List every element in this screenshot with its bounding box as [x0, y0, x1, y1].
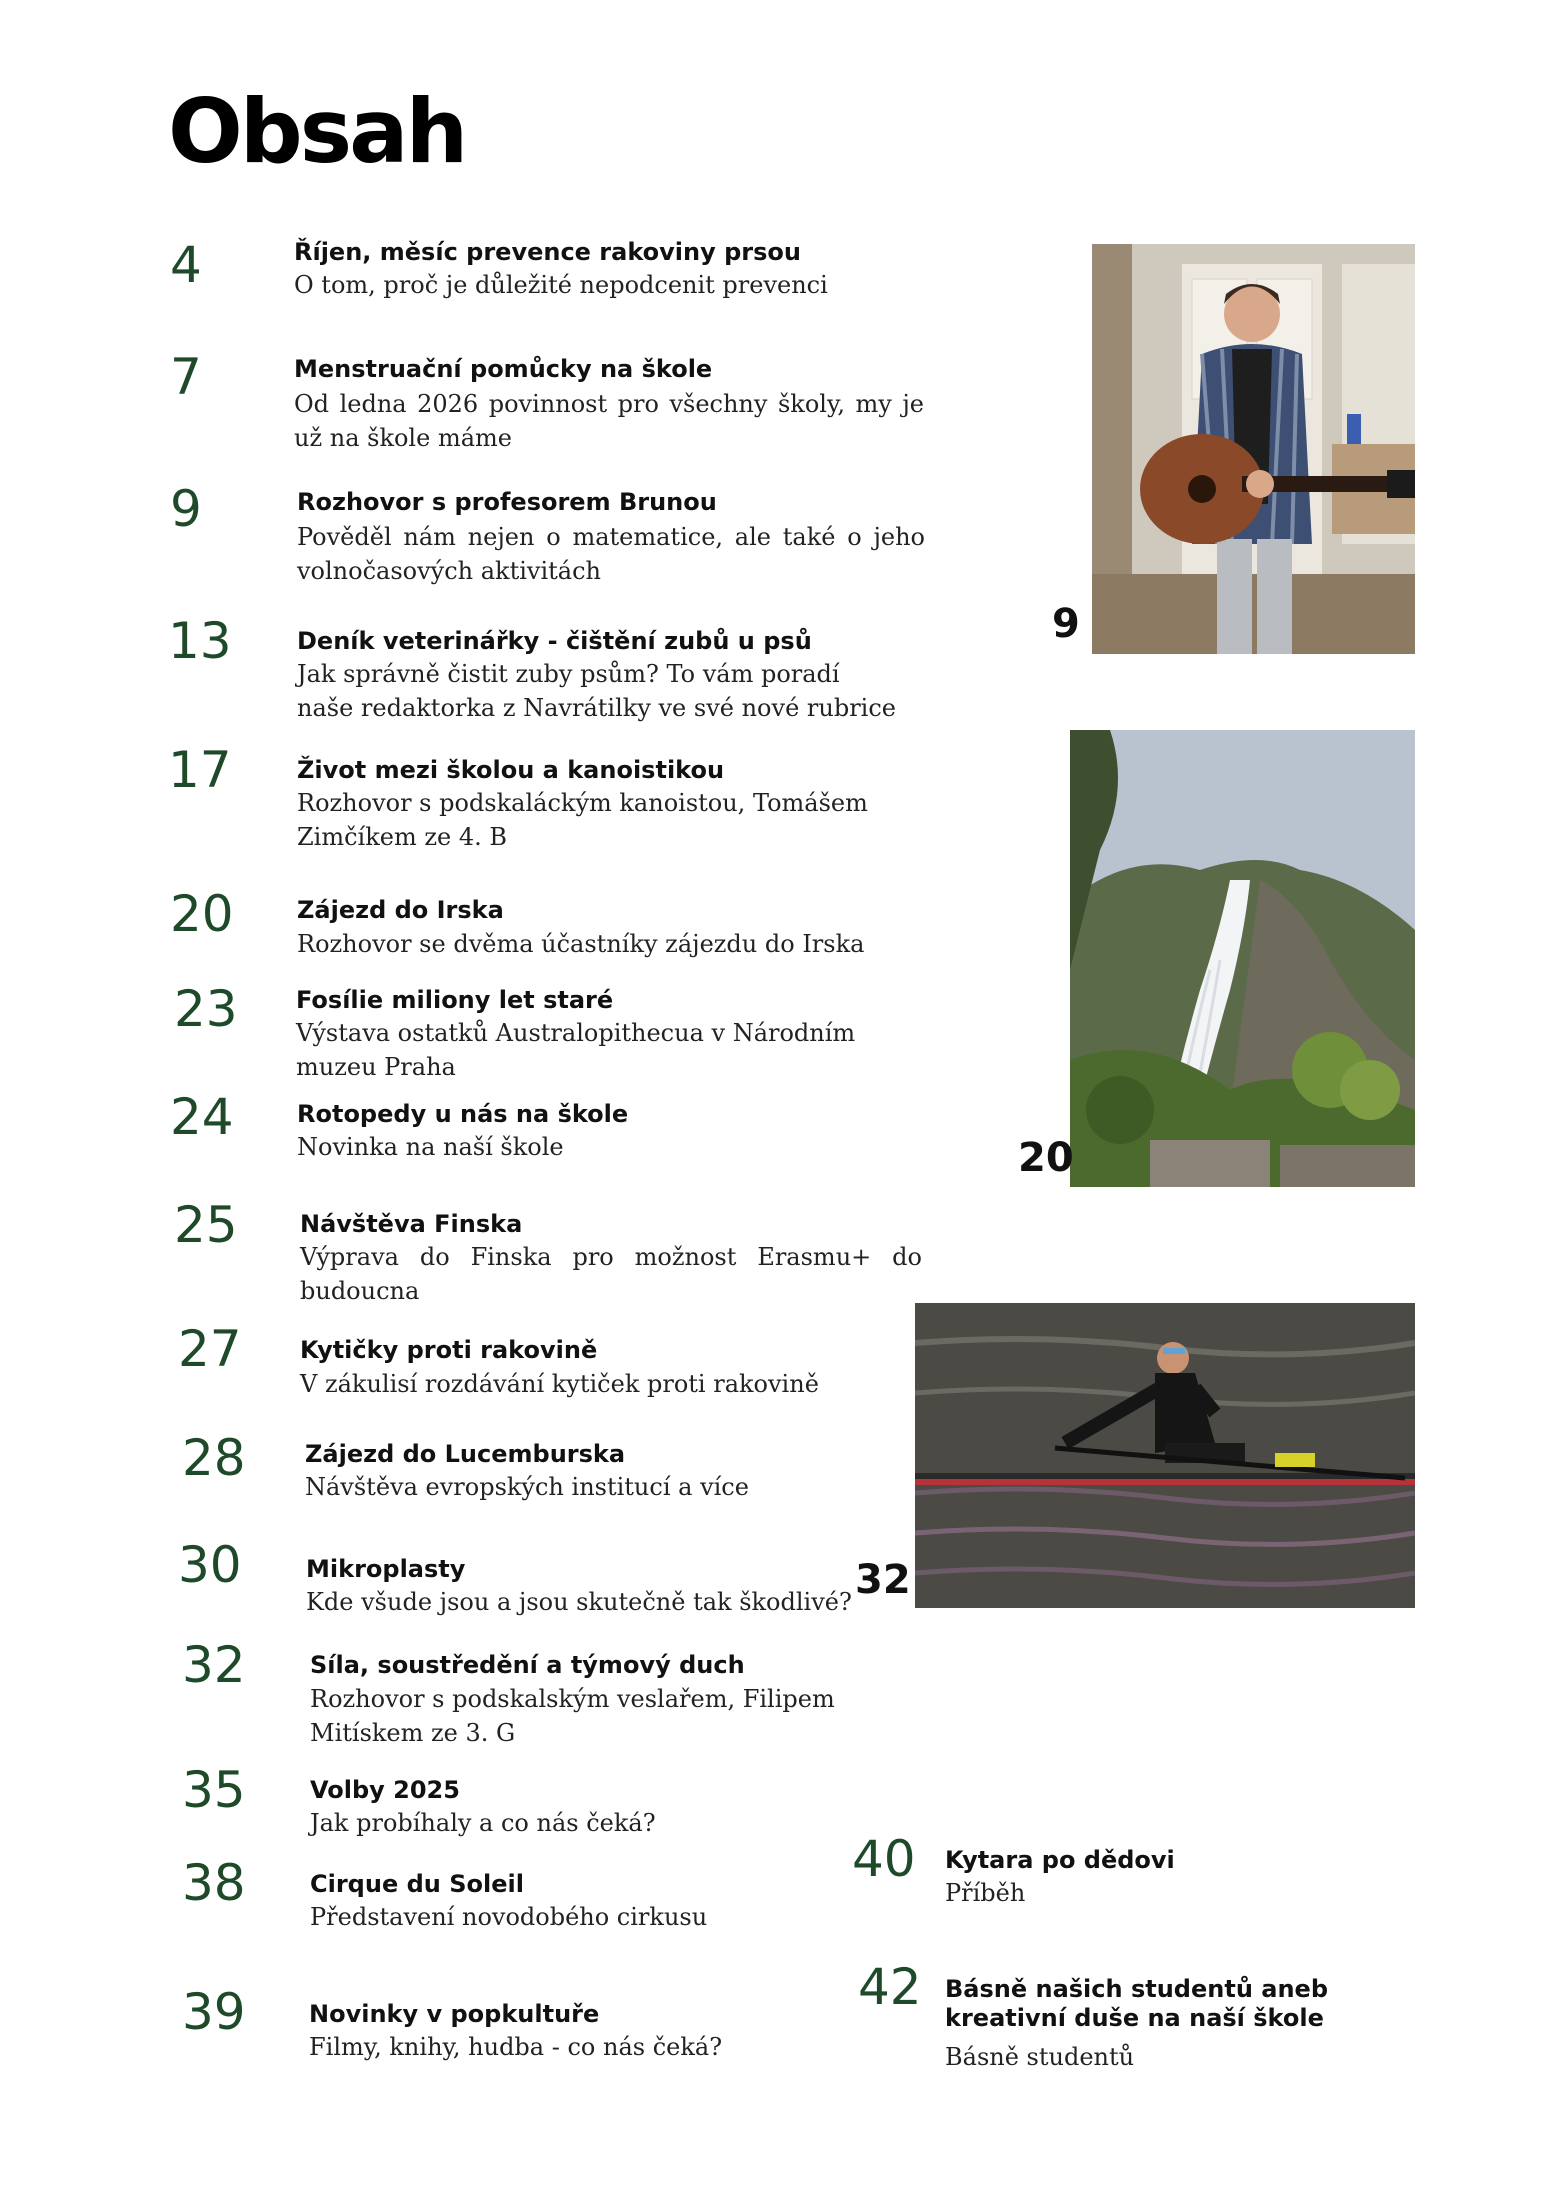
entry-description: Pověděl nám nejen o matematice, ale také o jeho volnočasových aktivitách — [297, 523, 925, 585]
entry-description: Od ledna 2026 povinnost pro všechny školy, my je už na škole máme — [294, 390, 924, 452]
entry-page-number: 24 — [170, 1088, 234, 1146]
entry-heading[interactable]: Kytičky proti rakovině — [300, 1336, 598, 1364]
entry-heading[interactable]: Zájezd do Lucemburska — [305, 1440, 626, 1468]
entry-heading[interactable]: Kytara po dědovi — [945, 1846, 1175, 1874]
entry-heading[interactable]: Menstruační pomůcky na škole — [294, 355, 713, 383]
entry-heading[interactable]: Deník veterinářky - čištění zubů u psů — [297, 627, 812, 655]
entry-description: Novinka na naší škole — [297, 1133, 564, 1161]
entry-description: Básně studentů — [945, 2043, 1135, 2071]
entry-page-number: 13 — [168, 612, 232, 670]
photo-page-label: 20 — [1018, 1135, 1074, 1181]
entry-heading[interactable]: Síla, soustředění a týmový duch — [310, 1651, 745, 1679]
entry-heading[interactable]: Zájezd do Irska — [297, 896, 504, 924]
entry-description: Výprava do Finska pro možnost Erasmu+ do budoucna — [300, 1243, 922, 1305]
entry-description: Jak správně čistit zuby psům? To vám poradí naše redaktorka z Navrátilky ve své nové rubrice — [297, 660, 896, 722]
photo-teacher-guitar — [1092, 244, 1415, 654]
entry-description: Kde všude jsou a jsou skutečně tak škodlivé? — [306, 1588, 852, 1616]
entry-page-number: 40 — [852, 1830, 916, 1888]
entry-description: Návštěva evropských institucí a více — [305, 1473, 749, 1501]
entry-heading[interactable]: Volby 2025 — [310, 1776, 460, 1804]
entry-description: O tom, proč je důležité nepodcenit prevenci — [294, 271, 828, 299]
entry-heading[interactable]: Návštěva Finska — [300, 1210, 523, 1238]
entry-heading[interactable]: Cirque du Soleil — [310, 1870, 524, 1898]
entry-heading[interactable]: Fosílie miliony let staré — [296, 986, 614, 1014]
entry-page-number: 7 — [170, 348, 202, 406]
entry-description: Rozhovor se dvěma účastníky zájezdu do Irska — [297, 930, 865, 958]
entry-page-number: 25 — [174, 1196, 238, 1254]
entry-page-number: 23 — [174, 980, 238, 1038]
entry-description: Rozhovor s podskalským veslařem, Filipem Mitískem ze 3. G — [310, 1685, 835, 1747]
entry-heading[interactable]: Rotopedy u nás na škole — [297, 1100, 629, 1128]
entry-description: Příběh — [945, 1879, 1026, 1907]
entry-page-number: 20 — [170, 885, 234, 943]
entry-page-number: 42 — [858, 1958, 922, 2016]
entry-page-number: 4 — [170, 236, 202, 294]
entry-page-number: 32 — [182, 1636, 246, 1694]
entry-page-number: 39 — [182, 1983, 246, 2041]
photo-page-label: 9 — [1052, 601, 1080, 647]
entry-heading[interactable]: Říjen, měsíc prevence rakoviny prsou — [294, 238, 801, 266]
entry-page-number: 27 — [178, 1320, 242, 1378]
entry-heading[interactable]: Básně našich studentů aneb kreativní duše na naší škole — [945, 1975, 1328, 2032]
photo-rower — [915, 1303, 1415, 1608]
entry-description: Jak probíhaly a co nás čeká? — [310, 1809, 656, 1837]
page-title: Obsah — [168, 80, 466, 183]
entry-page-number: 30 — [178, 1536, 242, 1594]
entry-page-number: 17 — [168, 741, 232, 799]
entry-description: Představení novodobého cirkusu — [310, 1903, 708, 1931]
entry-page-number: 28 — [182, 1429, 246, 1487]
entry-page-number: 38 — [182, 1854, 246, 1912]
entry-page-number: 9 — [170, 480, 202, 538]
entry-description: Filmy, knihy, hudba - co nás čeká? — [309, 2033, 723, 2061]
entry-heading[interactable]: Novinky v popkultuře — [309, 2000, 600, 2028]
entry-heading[interactable]: Mikroplasty — [306, 1555, 466, 1583]
entry-description: Rozhovor s podskaláckým kanoistou, Tomášem Zimčíkem ze 4. B — [297, 789, 868, 851]
photo-page-label: 32 — [855, 1557, 911, 1603]
photo-waterfall — [1070, 730, 1415, 1187]
entry-description: V zákulisí rozdávání kytiček proti rakovině — [300, 1370, 819, 1398]
entry-heading[interactable]: Rozhovor s profesorem Brunou — [297, 488, 717, 516]
entry-heading[interactable]: Život mezi školou a kanoistikou — [297, 756, 725, 784]
entry-page-number: 35 — [182, 1761, 246, 1819]
entry-description: Výstava ostatků Australopithecua v Národním muzeu Praha — [296, 1019, 856, 1081]
